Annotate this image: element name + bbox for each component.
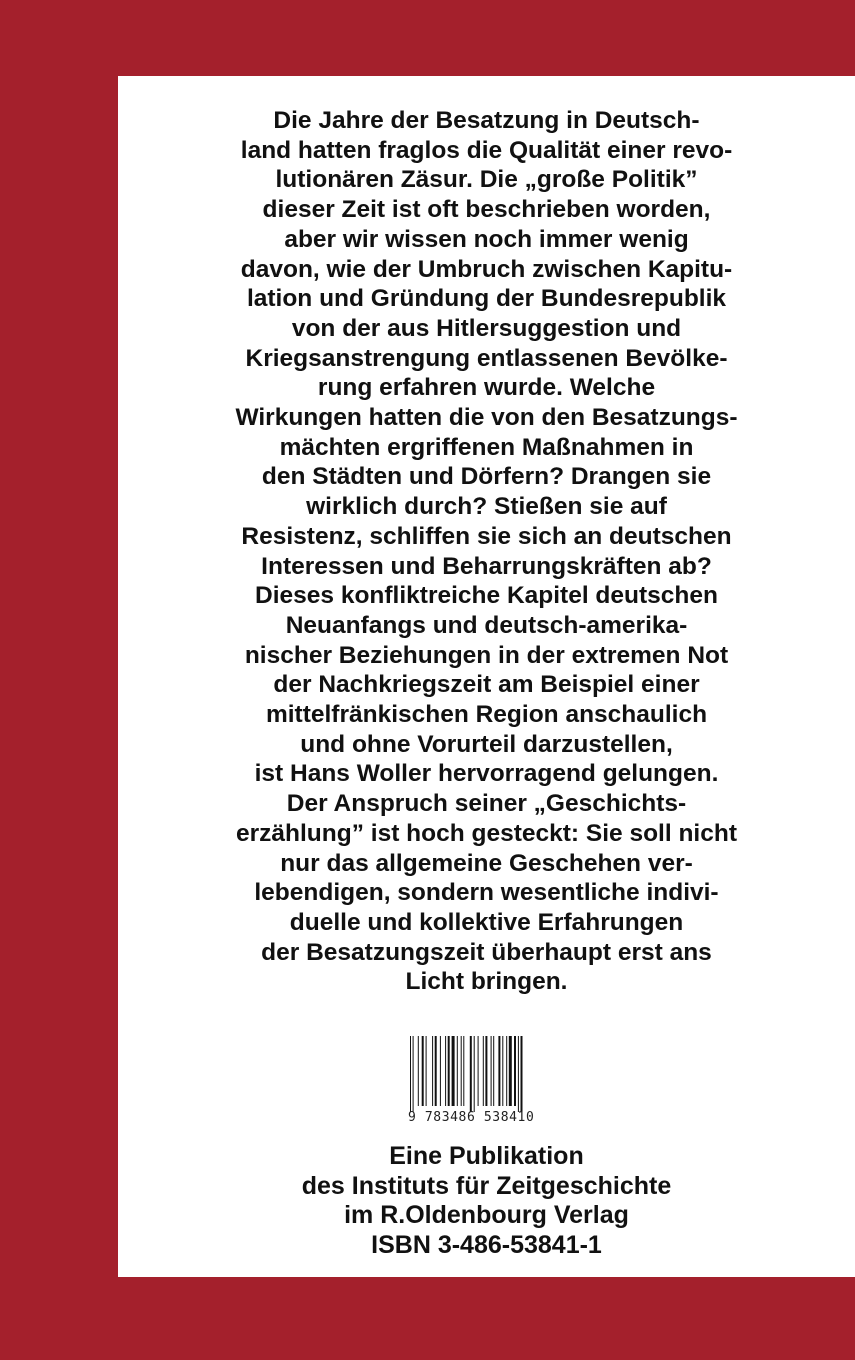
blurb-line: von der aus Hitlersuggestion und	[291, 314, 682, 342]
barcode-bar	[463, 1036, 464, 1106]
blurb-line: erzählung” ist hoch gesteckt: Sie soll nicht	[236, 819, 737, 847]
barcode-bar	[483, 1036, 484, 1106]
white-text-panel	[118, 76, 855, 1277]
blurb-line: mittelfränkischen Region anschaulich	[265, 701, 708, 729]
blurb-line: Interessen und Beharrungskräften ab?	[261, 552, 712, 580]
blurb-line: Neuanfangs und deutsch-amerika-	[285, 611, 688, 639]
barcode-bar	[506, 1036, 507, 1106]
isbn-line: ISBN 3-486-53841-1	[371, 1230, 602, 1259]
blurb-line: davon, wie der Umbruch zwischen Kapitu-	[240, 255, 733, 283]
blurb-line: Wirkungen hatten die von den Besatzungs-	[235, 404, 738, 432]
blurb-line: der Besatzungszeit überhaupt erst ans	[261, 938, 712, 966]
publisher-block	[118, 1142, 855, 1260]
blurb-line: Die Jahre der Besatzung in Deutsch-	[273, 107, 700, 134]
barcode-bar	[452, 1036, 455, 1106]
blurb-line: ist Hans Woller hervorragend gelungen.	[254, 760, 719, 788]
barcode-bar	[498, 1036, 500, 1106]
barcode-bar	[514, 1036, 516, 1106]
barcode-bar	[413, 1036, 414, 1112]
blurb-line: land hatten fraglos die Qualität einer revo-	[240, 136, 733, 164]
barcode-bar	[493, 1036, 494, 1106]
blurb-line: aber wir wissen noch immer wenig	[284, 225, 689, 253]
barcode-bar	[435, 1036, 437, 1106]
blurb-line: Der Anspruch seiner „Geschichts-	[286, 790, 687, 818]
barcode-digits: 9 783486 538410	[408, 1110, 535, 1125]
barcode-bar	[461, 1036, 462, 1106]
publisher-line-1: Eine Publikation	[389, 1142, 584, 1170]
barcode-bar	[445, 1036, 446, 1106]
blurb-line: dieser Zeit ist oft beschrieben worden,	[262, 196, 711, 224]
blurb-line: und ohne Vorurteil darzustellen,	[300, 730, 673, 758]
barcode-bar	[478, 1036, 479, 1106]
barcode-bar	[509, 1036, 512, 1106]
blurb-line: Licht bringen.	[405, 968, 568, 996]
barcode-bars	[408, 1036, 568, 1112]
blurb-line: lation und Gründung der Bundesrepublik	[246, 285, 727, 313]
blurb-line: nur das allgemeine Geschehen ver-	[280, 849, 693, 877]
barcode-bar	[422, 1036, 424, 1106]
blurb-line: wirklich durch? Stießen sie auf	[306, 493, 667, 521]
blurb-text	[118, 106, 855, 997]
barcode-bar	[518, 1036, 519, 1112]
barcode-bar	[521, 1036, 523, 1112]
blurb-line: rung erfahren wurde. Welche	[317, 374, 656, 402]
barcode-bar	[410, 1036, 411, 1112]
barcode-bar	[470, 1036, 472, 1112]
barcode-bar	[491, 1036, 492, 1106]
blurb-line: der Nachkriegszeit am Beispiel einer	[273, 671, 700, 699]
barcode-bar	[457, 1036, 458, 1106]
blurb-line: mächten ergriffenen Maßnahmen in	[279, 433, 694, 461]
barcode-bar	[426, 1036, 427, 1106]
barcode-bar	[440, 1036, 441, 1106]
blurb-line: lutionären Zäsur. Die „große Politik”	[275, 166, 698, 194]
barcode-bar	[502, 1036, 503, 1106]
blurb-line: Dieses konfliktreiche Kapitel deutschen	[255, 582, 718, 610]
barcode-bar	[432, 1036, 433, 1106]
publisher-line-3: im R.Oldenbourg Verlag	[344, 1201, 629, 1229]
blurb-line: nischer Beziehungen in der extremen Not	[244, 641, 729, 669]
blurb-line: lebendigen, sondern wesentliche indivi-	[254, 879, 719, 907]
blurb-line: Kriegsanstrengung entlassenen Bevölke-	[245, 344, 728, 372]
blurb-line: duelle und kollektive Erfahrungen	[289, 908, 684, 936]
barcode-bar	[474, 1036, 475, 1112]
blurb-line: den Städten und Dörfern? Drangen sie	[261, 463, 712, 491]
blurb-line: Resistenz, schliffen sie sich an deutschen	[241, 522, 732, 550]
barcode-bar	[418, 1036, 419, 1106]
barcode-bar	[485, 1036, 487, 1106]
publisher-line-2: des Instituts für Zeitgeschichte	[301, 1171, 672, 1200]
barcode-bar	[448, 1036, 450, 1106]
